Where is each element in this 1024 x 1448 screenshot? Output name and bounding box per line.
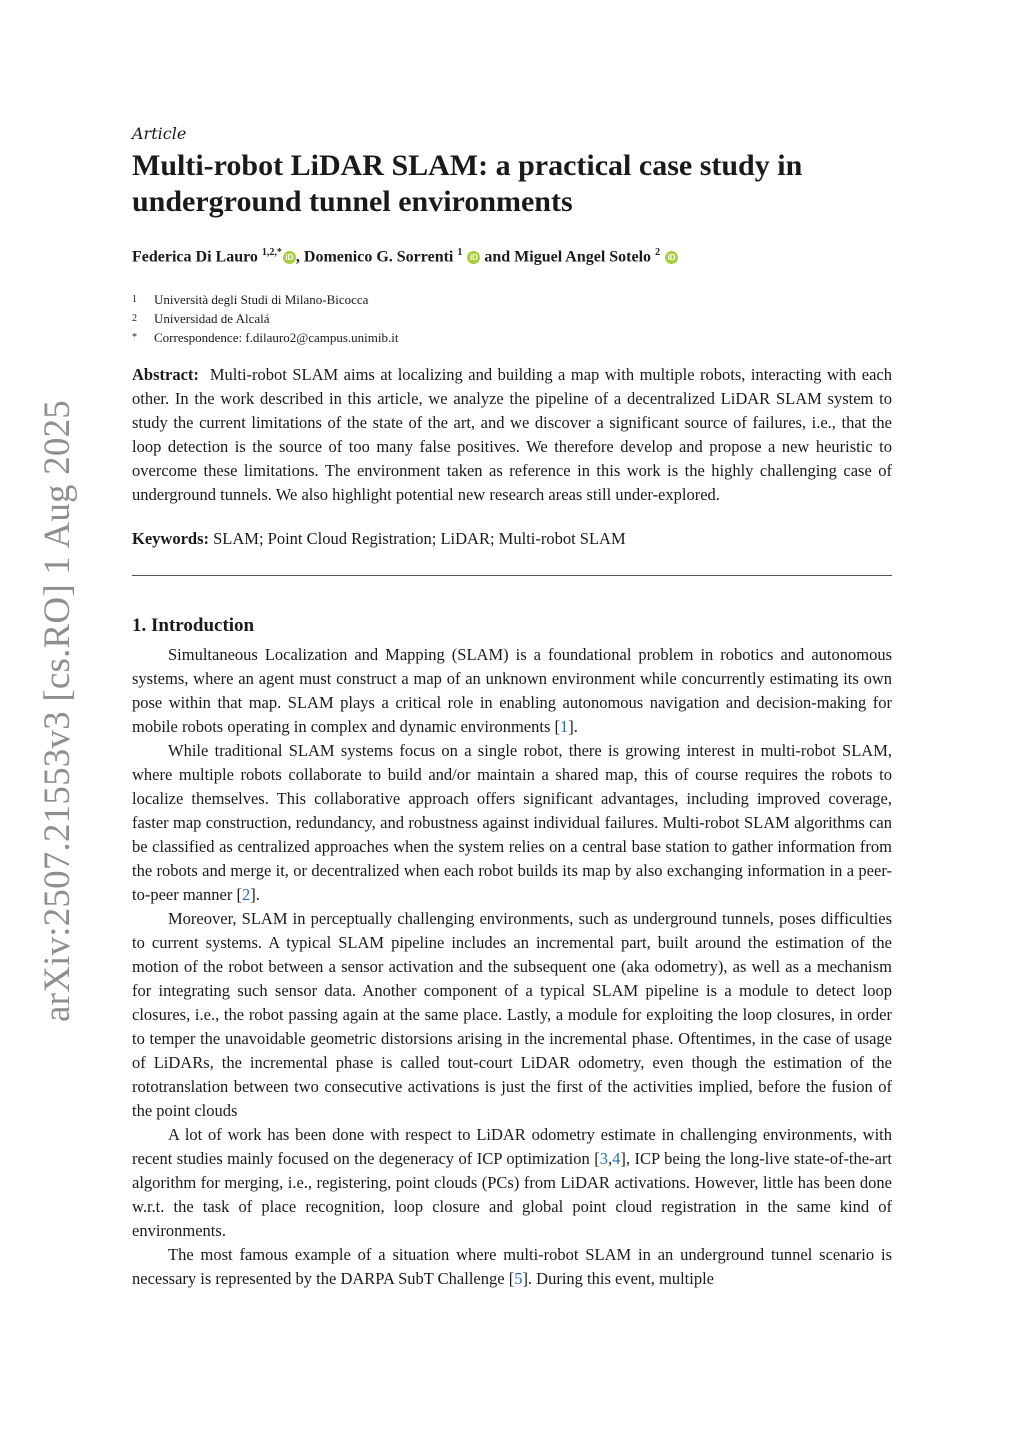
paragraph: [132, 1123, 892, 1243]
citation-link[interactable]: 1: [560, 717, 569, 737]
orcid-icon[interactable]: iD: [665, 251, 678, 264]
paragraph-text: ].: [250, 885, 260, 905]
section-body: [132, 643, 892, 1291]
affiliation-text: Universidad de Alcalá: [154, 311, 270, 327]
citation-link[interactable]: 4: [612, 1149, 621, 1169]
affiliation-item: [132, 309, 892, 328]
keywords-label: Keywords:: [132, 529, 209, 549]
section-divider: [132, 575, 892, 576]
author-affiliation-sup: 1,2,*: [261, 247, 282, 258]
abstract-text: Multi-robot SLAM aims at localizing and building a map with multiple robots, interacting with each other. In the work described in this article, we analyze the pipeline of a decentralized LiDAR SLAM system to study the current limitations of the state of the art, and we discover a significant source of failures, i.e., that the loop detection is the source of too many false positives. We therefore develop and propose a new heuristic to overcome these limitations. The environment taken as reference in this work is the highly challenging case of underground tunnels. We also highlight potential new research areas still under-explored.: [132, 365, 892, 505]
paragraph: [132, 739, 892, 907]
affiliation-mark: 1: [132, 294, 137, 306]
paper-page: [132, 124, 892, 1291]
affiliation-item: [132, 328, 892, 347]
author-name: Domenico G. Sorrenti: [303, 248, 454, 266]
author-name: Miguel Angel Sotelo: [514, 248, 652, 266]
paragraph-text: The most famous example of a situation where multi-robot SLAM in an underground tunnel scenario is necessary is represented by the DARPA SubT Challenge [: [132, 1245, 892, 1289]
paragraph: [132, 907, 892, 1123]
author-affiliation-sup: 2: [655, 247, 661, 258]
orcid-icon[interactable]: iD: [283, 251, 296, 264]
correspondence-text[interactable]: Correspondence: f.dilauro2@campus.unimib.it: [154, 330, 399, 346]
paragraph-text: Moreover, SLAM in perceptually challenging environments, such as underground tunnels, poses difficulties to current systems. A typical SLAM pipeline includes an incremental part, built around the estimation of the motion of the robot between a sensor activation and the subsequent one (aka odometry), as well as a mechanism for integrating such sensor data. Another component of a typical SLAM pipeline is a module to detect loop closures, i.e., the robot passing again at the same place. Lastly, a module for exploiting the loop closures, in order to temper the unavoidable geometric distorsions arising in the incremental phase. Oftentimes, in the case of usage of LiDARs, the incremental phase is called tout-court LiDAR odometry, even though the estimation of the rototranslation between two consecutive activations is just the first of the activities implied, before the fusion of the point clouds: [132, 909, 892, 1121]
orcid-icon[interactable]: iD: [467, 251, 480, 264]
section-heading: 1. Introduction: [132, 615, 255, 637]
affiliation-text: Università degli Studi di Milano-Bicocca: [154, 292, 369, 308]
citation-link[interactable]: 2: [241, 885, 251, 905]
keywords: [132, 527, 892, 551]
paragraph-text: Simultaneous Localization and Mapping (SLAM) is a foundational problem in robotics and autonomous systems, where an agent must construct a map of an unknown environment while concurrently estimating its own pose within that map. SLAM plays a critical role in enabling autonomous navigation and decision-making for mobile robots operating in complex and dynamic environments [: [132, 645, 892, 737]
affiliation-mark: *: [132, 332, 137, 344]
paragraph-text: ].: [568, 717, 578, 737]
arxiv-identifier-stamp: arXiv:2507.21553v3 [cs.RO] 1 Aug 2025: [37, 400, 78, 1022]
affiliation-mark: 2: [132, 313, 137, 325]
keywords-text: SLAM; Point Cloud Registration; LiDAR; Multi-robot SLAM: [213, 529, 626, 549]
citation-separator: ,: [608, 1149, 613, 1169]
article-type-label: Article: [132, 124, 187, 143]
abstract-label: Abstract:: [132, 365, 199, 385]
author-list: [132, 242, 892, 268]
paragraph-text: A lot of work has been done with respect to LiDAR odometry estimate in challenging environments, with recent studies mainly focused on the degeneracy of ICP optimization [: [132, 1125, 892, 1169]
author-separator: and: [480, 248, 515, 266]
affiliation-item: [132, 290, 892, 309]
paragraph: [132, 643, 892, 739]
affiliation-list: [132, 290, 892, 347]
author-affiliation-sup: 1: [457, 247, 463, 258]
citation-link[interactable]: 3: [599, 1149, 609, 1169]
author-separator: ,: [295, 248, 304, 266]
paragraph-text: While traditional SLAM systems focus on a single robot, there is growing interest in multi-robot SLAM, where multiple robots collaborate to build and/or maintain a shared map, this of course requires the robots to localize themselves. This collaborative approach offers significant advantages, including improved coverage, faster map construction, redundancy, and robustness against individual failures. Multi-robot SLAM algorithms can be classified as centralized approaches when the system relies on a central base station to gather information from the robots and merge it, or decentralized when each robot builds its map by also exchanging information in a peer-to-peer manner [: [132, 741, 892, 905]
author-name: Federica Di Lauro: [132, 248, 258, 266]
paragraph-text: ]. During this event, multiple: [522, 1269, 714, 1289]
paper-title: Multi-robot LiDAR SLAM: a practical case study in underground tunnel environments: [132, 149, 803, 218]
abstract: [132, 363, 892, 507]
paragraph-text: ], ICP being the long-live state-of-the-art algorithm for merging, i.e., registering, point clouds (PCs) from LiDAR activations. However, little has been done w.r.t. the task of place recognition, loop closure and global point cloud registration in the same kind of environments.: [132, 1149, 892, 1241]
citation-link[interactable]: 5: [514, 1269, 523, 1289]
paragraph: [132, 1243, 892, 1291]
